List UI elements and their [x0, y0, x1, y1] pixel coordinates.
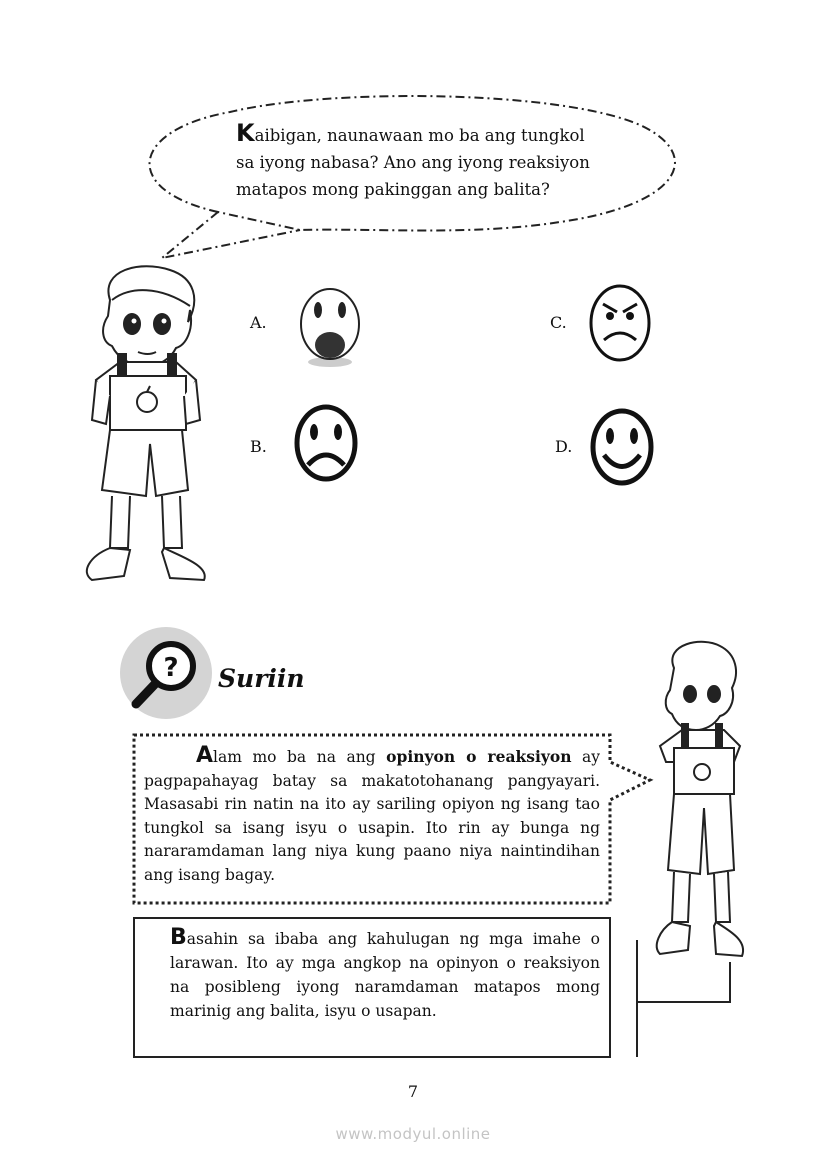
page-number: 7 [407, 1082, 419, 1101]
bubble-dropcap: K [236, 119, 255, 147]
option-label-a: A. [250, 313, 267, 332]
boy-illustration-2 [657, 642, 743, 956]
paragraph-basahin [170, 926, 600, 1023]
section-title: Suriin [218, 664, 305, 693]
para2-text: asahin sa ibaba ang kahulugan ng mga imahe o larawan. Ito ay mga angkop na opinyon o reaksiyon na posibleng iyong naramdaman matapos mong marinig ang balita, isyu o usapan. [170, 930, 600, 1020]
para1-bold-term: opinyon o reaksiyon [386, 747, 572, 766]
boy-illustration [87, 266, 205, 580]
surprised-face-icon [301, 289, 359, 367]
para1-text-before: lam mo ba na ang [213, 748, 387, 766]
option-label-d: D. [555, 437, 573, 456]
footer-watermark: www.modyul.online [335, 1125, 491, 1143]
speech-bubble-text [236, 120, 636, 203]
sad-face-icon [297, 407, 355, 479]
happy-face-icon [593, 411, 651, 483]
connector-lines [637, 940, 730, 1057]
magnifier-question-icon [120, 627, 212, 719]
svg-text:?: ? [163, 653, 179, 683]
option-label-c: C. [550, 313, 567, 332]
paragraph-opinyon [144, 744, 600, 887]
para2-dropcap: B [170, 925, 187, 950]
para1-text-after: ay pagpapahayag batay sa makatotohanang pangyayari. Masasabi rin natin na ito ay sariling opiyon ng isang tao tungkol sa isang isyu o usapin. Ito rin ay bunga ng nararamdaman lang niya kung paano niya naintindihan ang isang bagay. [144, 748, 600, 884]
angry-face-icon [591, 286, 649, 360]
para1-dropcap: A [196, 743, 214, 768]
bubble-line-1: aibigan, naunawaan mo ba ang tungkol [254, 126, 585, 145]
option-label-b: B. [250, 437, 267, 456]
bubble-line-3: matapos mong pakinggan ang balita? [236, 180, 550, 199]
bubble-line-2: sa iyong nabasa? Ano ang iyong reaksiyon [236, 153, 590, 172]
